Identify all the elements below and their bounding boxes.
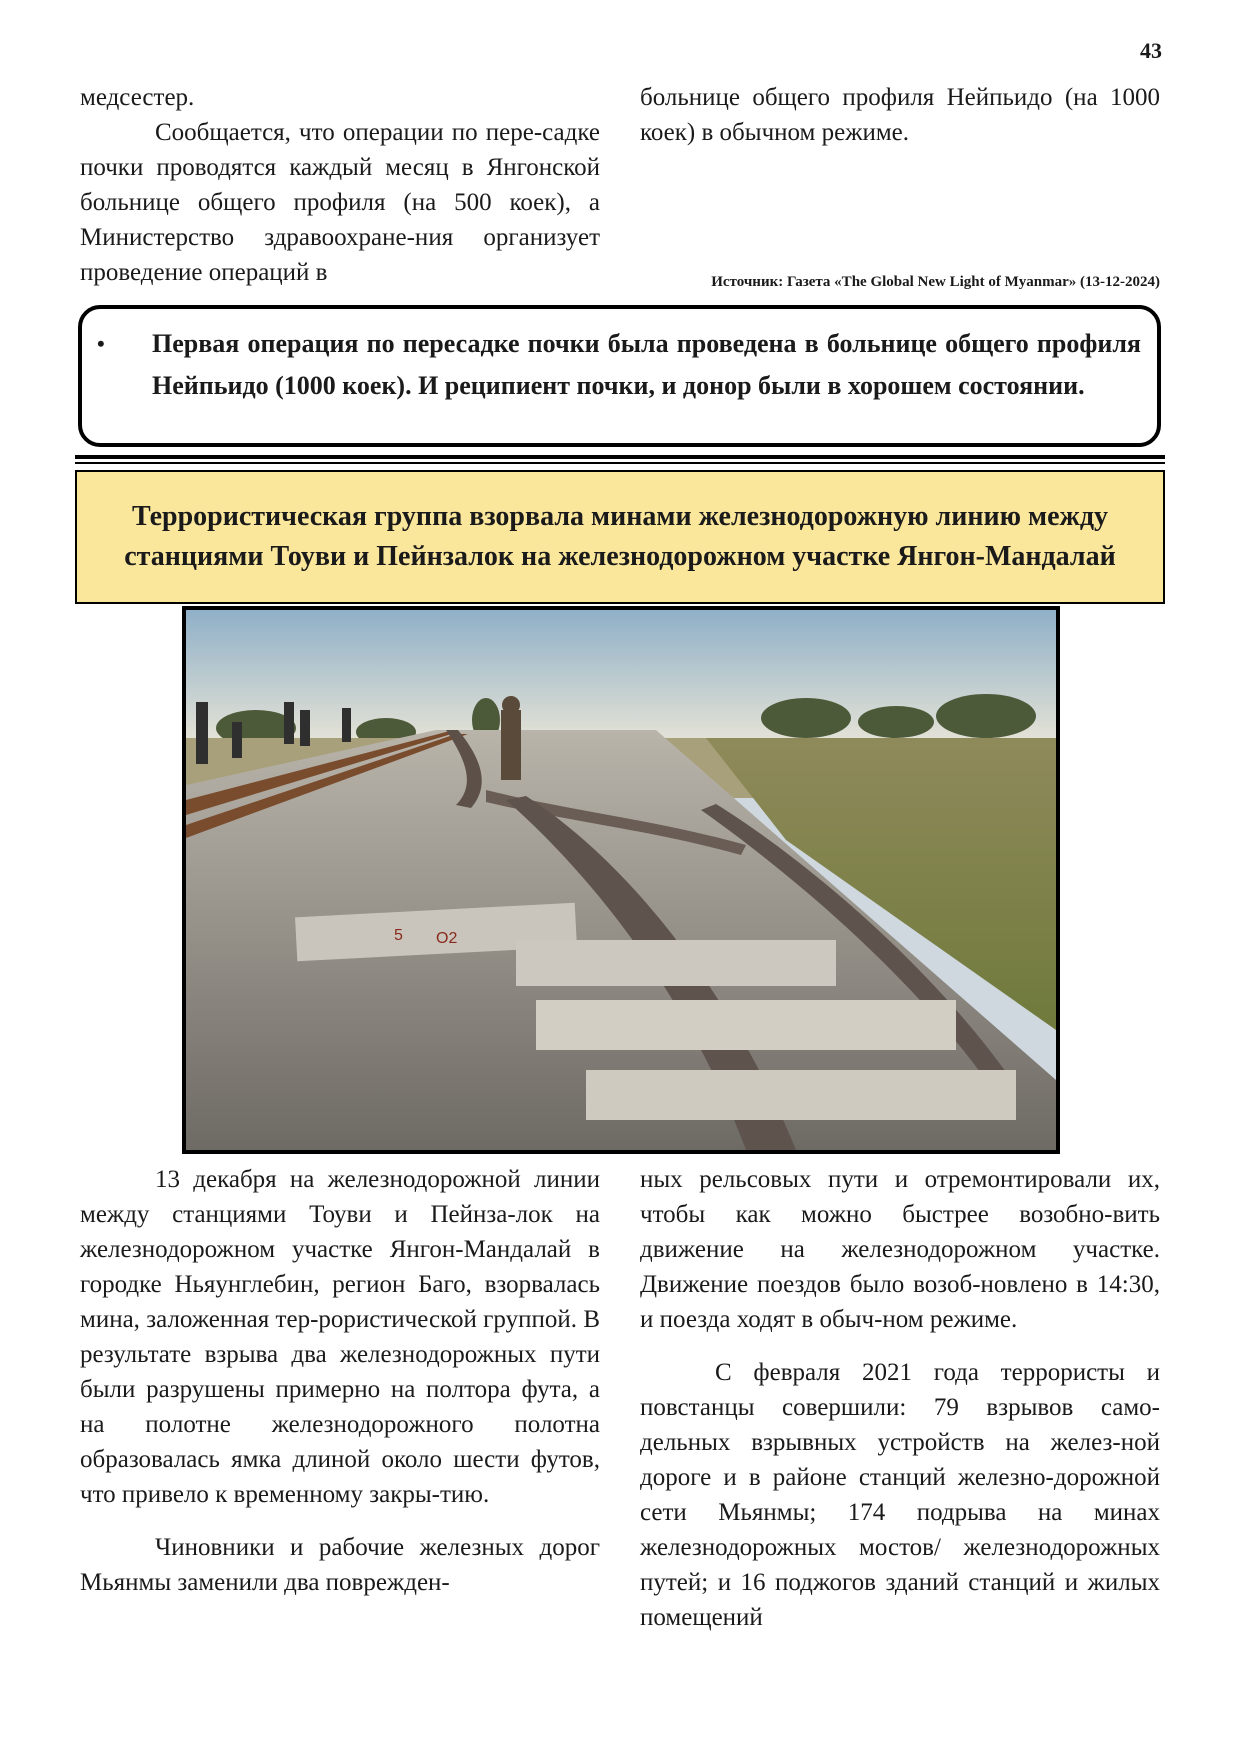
bullet-icon: •	[97, 331, 105, 356]
divider-rule	[75, 462, 1165, 464]
paragraph: медсестер.	[80, 84, 195, 111]
page-number: 43	[1140, 38, 1162, 63]
highlight-callout-box	[78, 305, 1161, 447]
bottom-right-column	[640, 1162, 1160, 1635]
paragraph: 13 декабря на железнодорожной линии между станциями Тоуви и Пейнза-лок на железнодорожном участке Янгон-Мандалай в городке Ньяунглебин, регион Баго, взорвалась мина, заложенная тер-рористической группой. В результате взрыва два железнодорожных пути были разрушены примерно на полтора фута, а на полотне железнодорожного полотна образовалась ямка длиной около шести футов, что привело к временному закры-тию.	[80, 1166, 600, 1508]
top-right-column	[640, 80, 1160, 150]
callout-text: Первая операция по пересадке почки была проведена в больнице общего профиля Нейпьидо (1000 коек). И реципиент почки, и донор были в хорошем состоянии.	[152, 329, 1141, 400]
sleeper-label: O2	[436, 930, 458, 947]
article-headline: Террористическая группа взорвала минами железнодорожную линию между станциями Тоуви и Пейнзалок на железнодорожном участке Янгон-Мандалай	[124, 501, 1116, 572]
paragraph: больнице общего профиля Нейпьидо (на 1000 коек) в обычном режиме.	[640, 84, 1160, 146]
bottom-left-column	[80, 1162, 600, 1600]
photo-illustration	[186, 610, 1056, 1150]
railway-damage-photo	[182, 606, 1060, 1154]
paragraph: С февраля 2021 года террористы и повстанцы совершили: 79 взрывов само-дельных взрывных устройств на желез-ной дороге и в районе станций железно-дорожной сети Мьянмы; 174 подрыва на минах железнодорожных мостов/ железнодорожных путей; и 16 поджогов зданий станций и жилых помещений	[640, 1359, 1160, 1631]
divider-rule	[75, 455, 1165, 459]
source-note: Источник: Газета «The Global New Light of Myanmar» (13-12-2024)	[711, 274, 1160, 290]
paragraph: Чиновники и рабочие железных дорог Мьянмы заменили два поврежден-	[80, 1534, 600, 1596]
paragraph: ных рельсовых пути и отремонтировали их, чтобы как можно быстрее возобно-вить движение на железнодорожном участке. Движение поездов было возоб-новлено в 14:30, и поезда ходят в обыч-ном режиме.	[640, 1166, 1160, 1333]
top-left-column	[80, 80, 600, 290]
article-headline-box	[75, 470, 1165, 604]
paragraph: Сообщается, что операции по пере-садке почки проводятся каждый месяц в Янгонской больнице общего профиля (на 500 коек), а Министерство здравоохране-ния организует проведение операций в	[80, 119, 600, 286]
sleeper-label: 5	[394, 927, 403, 944]
